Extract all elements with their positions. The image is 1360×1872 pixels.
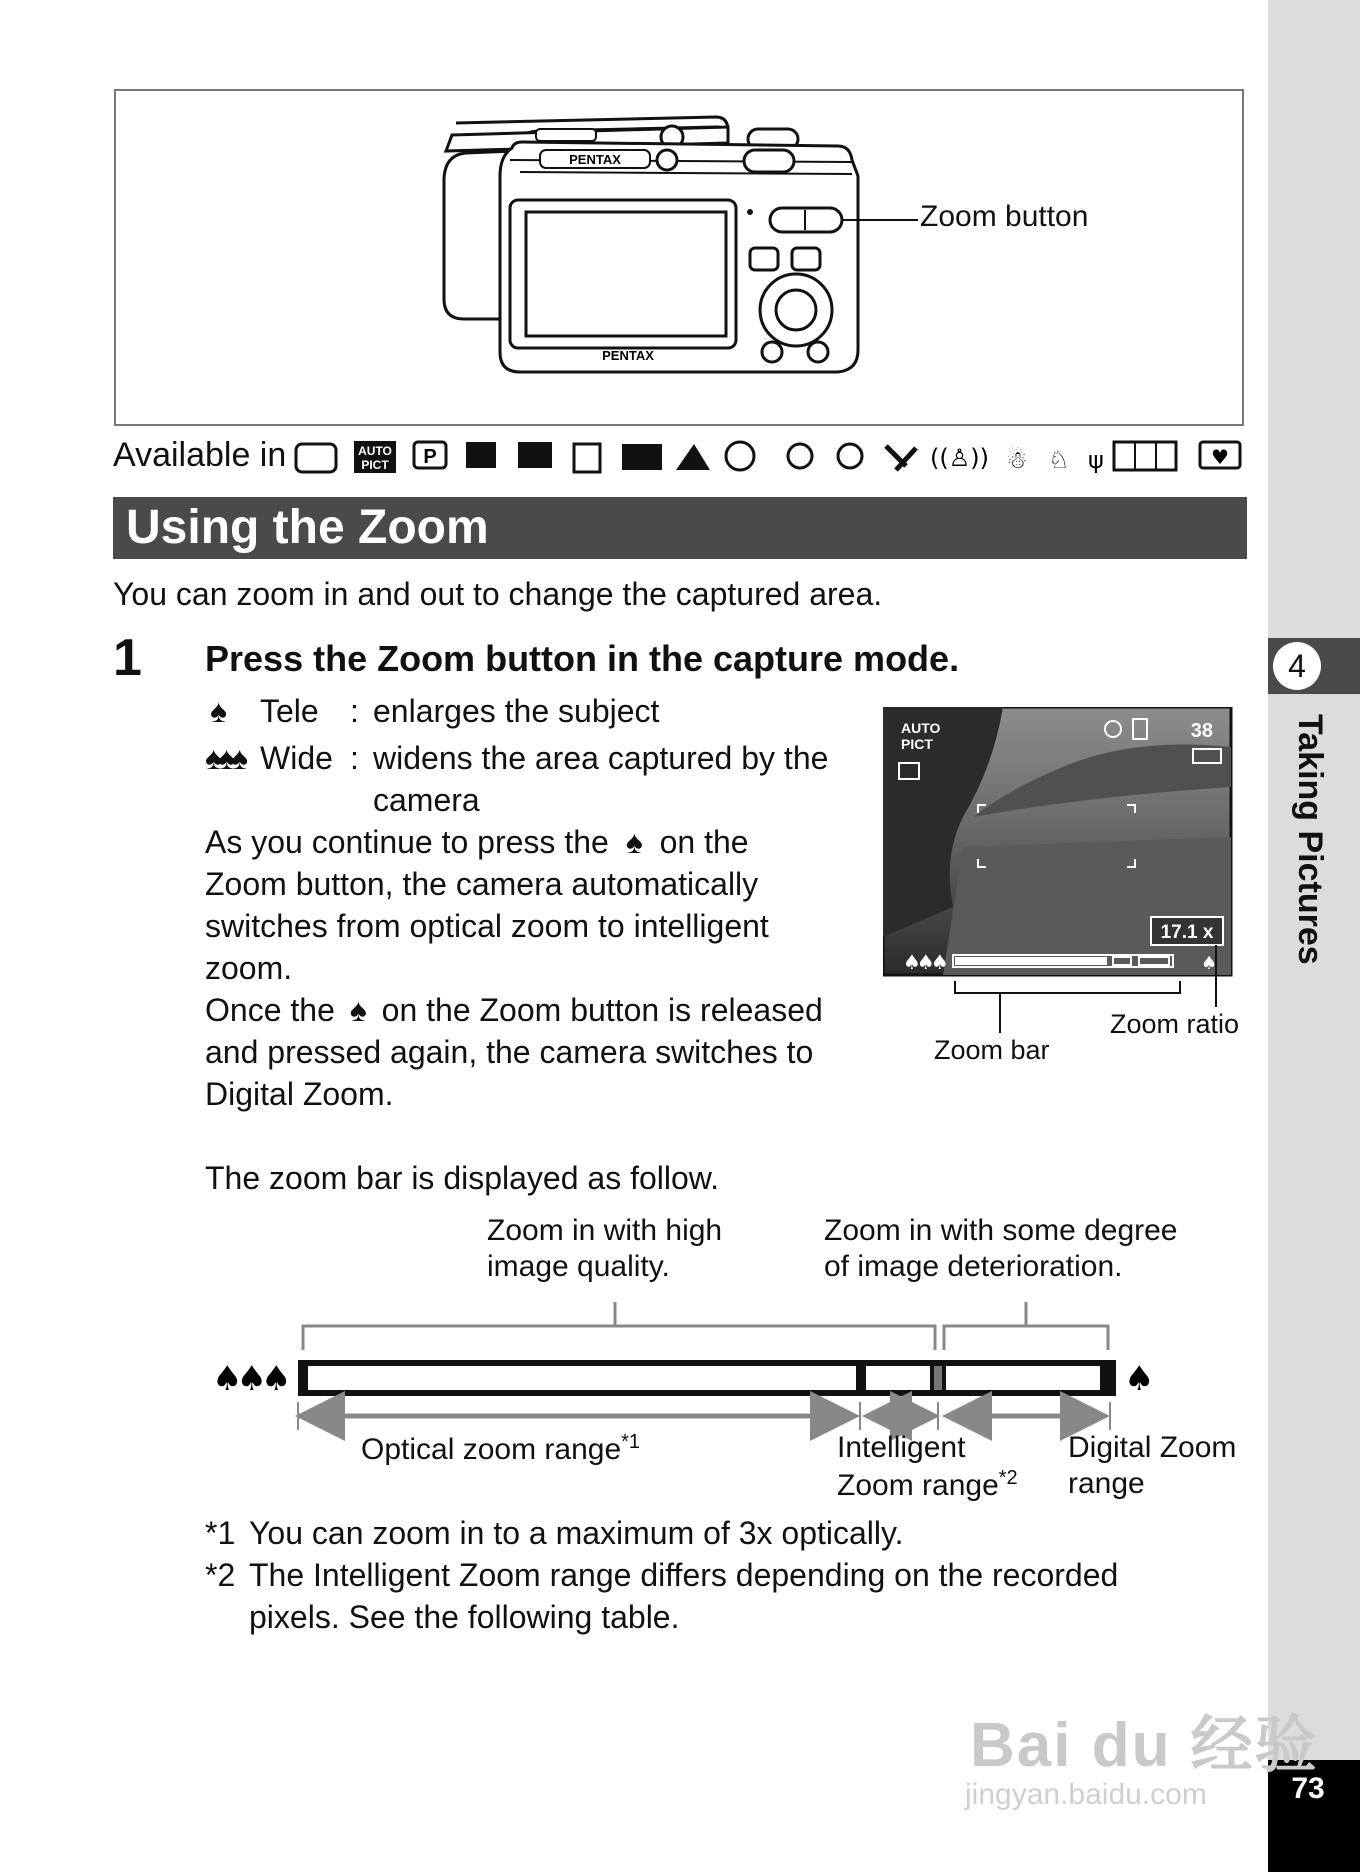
p1-text-a: As you continue to press the [205,824,609,860]
zoom-bar-callout: Zoom bar [934,1035,1050,1065]
landscape-icon [676,444,710,470]
deterioration-bracket [944,1326,1108,1350]
footnote-2-text-2: pixels. See the following table. [249,1599,680,1635]
paragraph-2-line-1 [205,989,823,1031]
footnote-2-mark: *2 [205,1557,236,1593]
voice-icon: ((♙)) [930,444,989,472]
deterioration-note-2: of image deterioration. [824,1250,1123,1283]
screen-zoom-bar-fill [955,957,1107,965]
sport-icon [886,446,916,470]
shots-remaining: 38 [1190,720,1213,742]
wide-colon: : [350,740,359,776]
baidu-watermark-url: jingyan.baidu.com [965,1778,1207,1811]
zoom-ratio-value: 17.1 x [1160,922,1214,943]
zoom-ratio-callout: Zoom ratio [1110,1009,1240,1039]
night-scene-icon [466,442,496,468]
digital-range-label-2: range [1068,1467,1145,1500]
paragraph-2-line-2: and pressed again, the camera switches to [205,1034,814,1070]
intelligent-footnote-ref: *2 [998,1467,1018,1489]
kids-icon: ☃ [1006,446,1028,474]
intelligent-range-label-1: Intelligent [837,1431,966,1464]
mode-icons-row [290,436,1250,476]
intelligent-segment [866,1366,930,1390]
zoom-bar-intro: The zoom bar is displayed as follow. [205,1160,720,1196]
optical-footnote-ref: *1 [621,1431,641,1453]
pet-icon: ♘ [1048,446,1070,474]
wide-description-2: camera [373,782,480,818]
deterioration-note-1: Zoom in with some degree [824,1214,1178,1247]
tele-description: enlarges the subject [373,693,660,729]
portrait-icon [788,444,812,468]
camera-body [500,142,918,372]
optical-segment [308,1366,856,1390]
intelligent-range-text: Zoom range [837,1469,999,1502]
optical-range-text: Optical zoom range [361,1433,622,1466]
brand-bottom: PENTAX [602,348,654,363]
optical-range-label [361,1431,640,1467]
chapter-title: Taking Pictures [1291,714,1329,965]
svg-text:♥: ♥ [1211,445,1229,469]
chapter-number: 4 [1273,642,1321,690]
diagram-tele-icon: ♠ [1124,1359,1155,1399]
blank-mode-icon [296,444,336,472]
food-icon [838,444,862,468]
step-number: 1 [113,629,142,687]
paragraph-1-line-1 [205,821,749,863]
baidu-watermark-logo: Bai du 经验 [970,1711,1319,1780]
intelligent-range-label-2 [837,1467,1018,1503]
tele-inline-icon: ♠ [625,824,643,860]
tele-colon: : [350,693,359,729]
svg-text:PICT: PICT [361,458,389,472]
tele-icon: ♠ [210,693,227,729]
portrait-night-icon [518,442,552,468]
intro-text: You can zoom in and out to change the captured area. [113,576,883,612]
quality-note-1: Zoom in with high [487,1214,723,1247]
screen-wide-icon: ♠♠♠ [903,950,945,974]
screen-auto-label: AUTO [901,720,941,736]
footnote-1-mark: *1 [205,1515,236,1551]
heart-icon [1200,442,1240,469]
movie-icon [622,444,662,470]
section-heading: Using the Zoom [126,501,489,554]
tele-label: Tele [260,693,319,729]
available-in-label: Available in [113,436,287,474]
paragraph-1-line-3: switches from optical zoom to intelligent [205,908,769,944]
screen-tele-icon: ♠ [1201,953,1218,974]
wide-label: Wide [260,740,333,776]
wide-icon: ♠♠♠ [205,740,244,776]
quality-bracket [303,1326,935,1350]
page-number: 73 [1291,1772,1325,1805]
auto-pict-icon [354,441,396,473]
p1-text-b: on the [659,824,749,860]
brand-top: PENTAX [569,152,621,167]
screen-pict-label: PICT [901,736,933,752]
diagram-wide-icon: ♠♠♠ [212,1359,286,1399]
wide-description-1: widens the area captured by the [373,740,829,776]
step-title: Press the Zoom button in the capture mode. [205,638,960,679]
quality-note-2: image quality. [487,1250,670,1283]
paragraph-1-line-2: Zoom button, the camera automatically [205,866,759,902]
digital-range-label-1: Digital Zoom [1068,1431,1237,1464]
svg-text:AUTO: AUTO [358,444,392,458]
tele-inline-icon-2: ♠ [349,992,367,1028]
food-cutlery-icon: ψ [1088,446,1104,474]
frame-icon [574,444,600,472]
footnote-2-text-1: The Intelligent Zoom range differs depending on the recorded [249,1557,1119,1593]
p2-text-b: on the Zoom button is released [381,992,823,1028]
paragraph-1-line-4: zoom. [205,950,293,986]
zoom-range-diagram [200,1290,1180,1450]
panorama-icon [1114,442,1176,470]
zoom-button-callout: Zoom button [920,200,1089,233]
program-icon [414,442,446,468]
p2-text-a: Once the [205,992,335,1028]
svg-text:P: P [423,446,437,468]
footnote-1-text: You can zoom in to a maximum of 3x optically. [249,1515,904,1551]
flower-icon [726,442,754,470]
paragraph-2-line-3: Digital Zoom. [205,1076,394,1112]
digital-segment [946,1366,1100,1390]
